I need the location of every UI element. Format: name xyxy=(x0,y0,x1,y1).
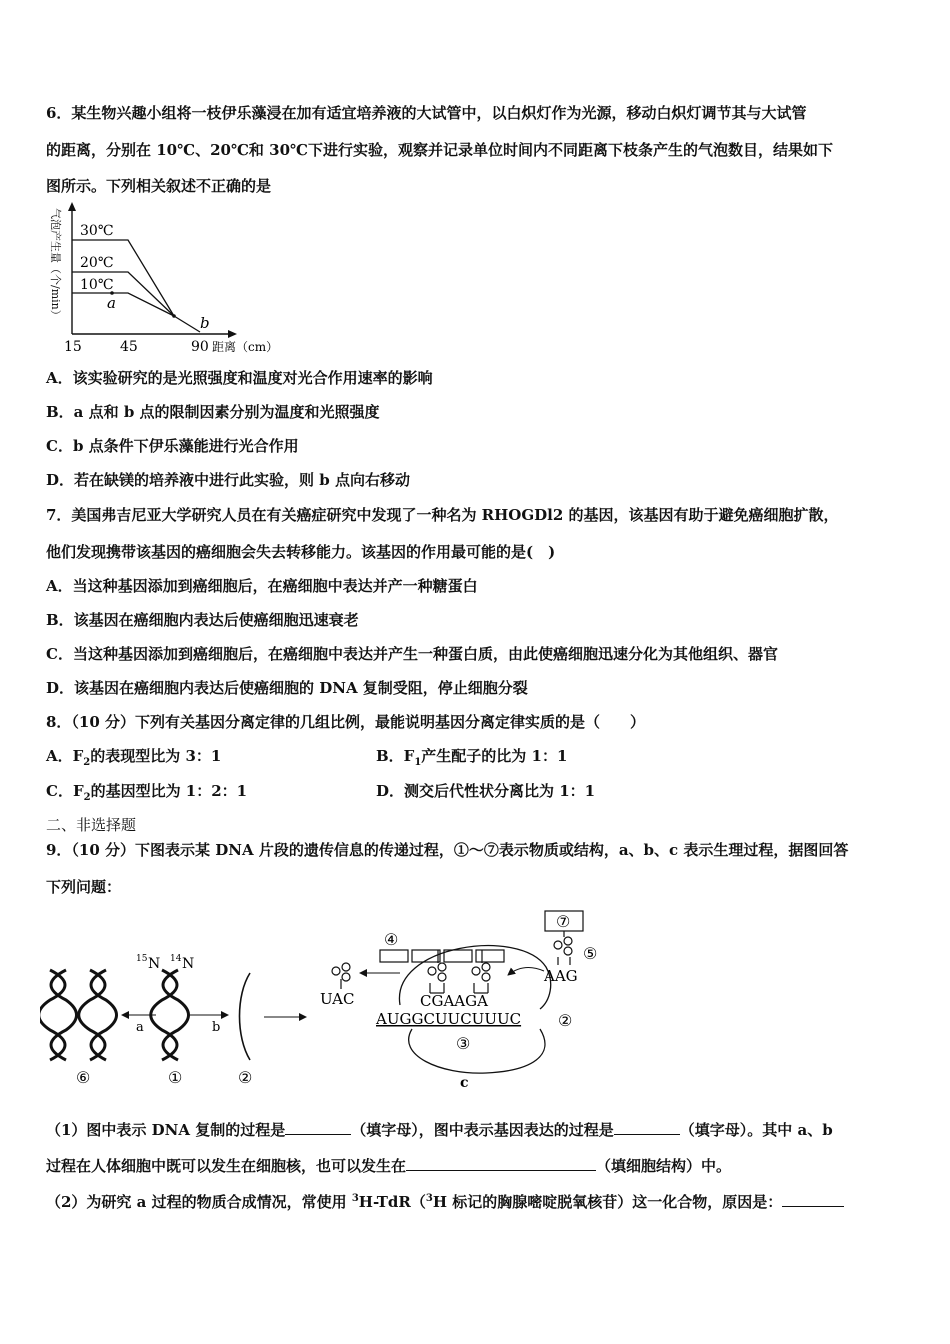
x-axis-arrow xyxy=(228,330,237,338)
q8-option-a-pre: A．F xyxy=(46,747,84,765)
answer-blank-4[interactable] xyxy=(782,1192,844,1207)
num-2-right: ② xyxy=(558,1011,573,1030)
dna-helix-1 xyxy=(151,970,189,1060)
arrow-b-label: b xyxy=(212,1020,221,1035)
x-tick-15: 15 xyxy=(64,339,82,355)
chain-block-3 xyxy=(476,950,504,962)
mrna-seq: AUGGCUUCUUUC xyxy=(376,1010,522,1028)
q9-part2-line1 xyxy=(46,1192,844,1212)
q9-part1-line2 xyxy=(46,1156,731,1176)
series-label-30c: 30℃ xyxy=(80,223,114,239)
q6-option-d: D．若在缺镁的培养液中进行此实验，则 b 点向右移动 xyxy=(46,471,410,489)
q6-option-a: A．该实验研究的是光照强度和温度对光合作用速率的影响 xyxy=(46,369,433,387)
q6-stem-line3: 图所示。下列相关叙述不正确的是 xyxy=(46,177,272,195)
trna-right xyxy=(554,937,572,965)
q7-option-d: D．该基因在癌细胞内表达后使癌细胞的 DNA 复制受阻，停止细胞分裂 xyxy=(46,679,528,697)
polypeptide-4 xyxy=(380,950,408,962)
q9-part2-text1: （2）为研究 a 过程的物质合成情况，常使用 xyxy=(46,1193,352,1211)
arrow-trna-in xyxy=(508,968,544,975)
num-2-left: ② xyxy=(238,1068,253,1087)
dna-information-flow-diagram xyxy=(40,905,610,1095)
q7-stem-line1: 7．美国弗吉尼亚大学研究人员在有关癌症研究中发现了一种名为 RHOGDl2 的基因，该基因有助于避免癌细胞扩散， xyxy=(46,506,839,524)
arrow-a-label: a xyxy=(136,1020,144,1035)
num-5: ⑤ xyxy=(583,944,598,963)
q6-option-b: B．a 点和 b 点的限制因素分别为温度和光照强度 xyxy=(46,403,380,421)
answer-blank-3[interactable] xyxy=(406,1156,596,1171)
line-to-b xyxy=(174,316,200,332)
q7-option-c: C．当这种基因添加到癌细胞后，在癌细胞中表达并产生一种蛋白质，由此使癌细胞迅速分化为其他组织、器官 xyxy=(46,645,778,663)
q8-option-b xyxy=(376,746,567,766)
answer-blank-2[interactable] xyxy=(614,1120,680,1135)
point-converge xyxy=(172,314,176,318)
q9-part1-line2b: （填细胞结构）中。 xyxy=(596,1157,732,1175)
x-tick-90: 90 xyxy=(191,339,209,355)
num-6: ⑥ xyxy=(76,1068,91,1087)
q8-option-a xyxy=(46,746,221,766)
chart-ylabel: 气泡产生量（个/min） xyxy=(49,208,62,321)
q9-part1-line1 xyxy=(46,1120,833,1140)
q9-part1-text3: （填字母）。其中 a、b xyxy=(679,1121,833,1139)
label-15-sup: 15 xyxy=(136,954,148,964)
series-label-20c: 20℃ xyxy=(80,255,114,271)
q8-option-c-post: 的基因型比为 1：2：1 xyxy=(90,782,248,800)
series-label-10c: 10℃ xyxy=(80,277,114,293)
label-c: c xyxy=(460,1075,469,1091)
label-15n: N xyxy=(148,956,161,972)
num-3: ③ xyxy=(456,1034,471,1053)
ribosome-small-subunit xyxy=(409,1029,545,1073)
q7-option-b: B．该基因在癌细胞内表达后使癌细胞迅速衰老 xyxy=(46,611,359,629)
trna-left xyxy=(332,963,350,989)
q8-option-a-sub: 2 xyxy=(83,757,91,768)
trna-anticodon-seq: CGAAGA xyxy=(420,992,488,1010)
q7-option-a: A．当这种基因添加到癌细胞后，在癌细胞中表达并产一种糖蛋白 xyxy=(46,577,478,595)
y-axis-arrow xyxy=(68,202,76,211)
annotation-b: b xyxy=(200,314,210,332)
x-tick-45: 45 xyxy=(120,339,138,355)
q6-stem-line2: 的距离，分别在 10℃、20℃和 30℃下进行实验，观察并记录单位时间内不同距离下枝条产生的气泡数目，结果如下 xyxy=(46,141,833,159)
q8-option-b-sub: 1 xyxy=(414,757,422,768)
num-1: ① xyxy=(168,1068,183,1087)
q8-stem: 8．（10 分）下列有关基因分离定律的几组比例，最能说明基因分离定律实质的是（ ） xyxy=(46,713,646,731)
bubble-rate-chart xyxy=(36,200,296,360)
series-line-10c xyxy=(72,293,174,316)
q6-option-c: C．b 点条件下伊乐藻能进行光合作用 xyxy=(46,437,299,455)
q9-part1-line2a: 过程在人体细胞中既可以发生在细胞核，也可以发生在 xyxy=(46,1157,407,1175)
q9-part1-text1: （1）图中表示 DNA 复制的过程是 xyxy=(46,1121,286,1139)
chart-xlabel: 距离（cm） xyxy=(212,340,279,354)
q9-part2-text2: H-TdR（ xyxy=(358,1193,426,1211)
num-7: ⑦ xyxy=(556,912,571,931)
annotation-a: a xyxy=(107,294,116,312)
q7-stem-line2: 他们发现携带该基因的癌细胞会失去转移能力。该基因的作用最可能的是( ) xyxy=(46,543,556,561)
q8-option-d: D．测交后代性状分离比为 1：1 xyxy=(376,782,596,800)
mrna-strand-2 xyxy=(240,973,251,1060)
q9-part2-text3: H 标记的胸腺嘧啶脱氧核苷）这一化合物，原因是： xyxy=(432,1193,783,1211)
anticodon-uac: UAC xyxy=(320,990,355,1008)
q8-option-c-pre: C．F xyxy=(46,782,84,800)
q9-part2-sup1: 3 xyxy=(351,1193,359,1204)
num-4: ④ xyxy=(384,930,399,949)
q9-stem-line2: 下列问题： xyxy=(46,878,122,896)
q8-option-a-post: 的表现型比为 3：1 xyxy=(90,747,222,765)
dna-helix-6a xyxy=(40,970,77,1060)
section-heading: 二、非选择题 xyxy=(46,816,137,834)
label-14-sup: 14 xyxy=(170,954,182,964)
label-14n: N xyxy=(182,956,195,972)
q9-stem-line1: 9．（10 分）下图表示某 DNA 片段的遗传信息的传递过程，①～⑦表示物质或结构，a、b、c 表示生理过程，据图回答 xyxy=(46,841,849,859)
q9-part1-text2: （填字母），图中表示基因表达的过程是 xyxy=(351,1121,614,1139)
q8-option-b-pre: B．F xyxy=(376,747,415,765)
q8-option-c xyxy=(46,781,247,801)
anticodon-aag: AAG xyxy=(544,967,578,985)
answer-blank-1[interactable] xyxy=(285,1120,351,1135)
q6-stem-line1: 6．某生物兴趣小组将一枝伊乐藻浸在加有适宜培养液的大试管中，以白炽灯作为光源，移动白炽灯调节其与大试管 xyxy=(46,104,807,122)
q8-option-b-post: 产生配子的比为 1：1 xyxy=(421,747,568,765)
q9-part2-sup2: 3 xyxy=(425,1193,433,1204)
dna-helix-6b xyxy=(79,970,117,1060)
q8-option-c-sub: 2 xyxy=(83,792,91,803)
